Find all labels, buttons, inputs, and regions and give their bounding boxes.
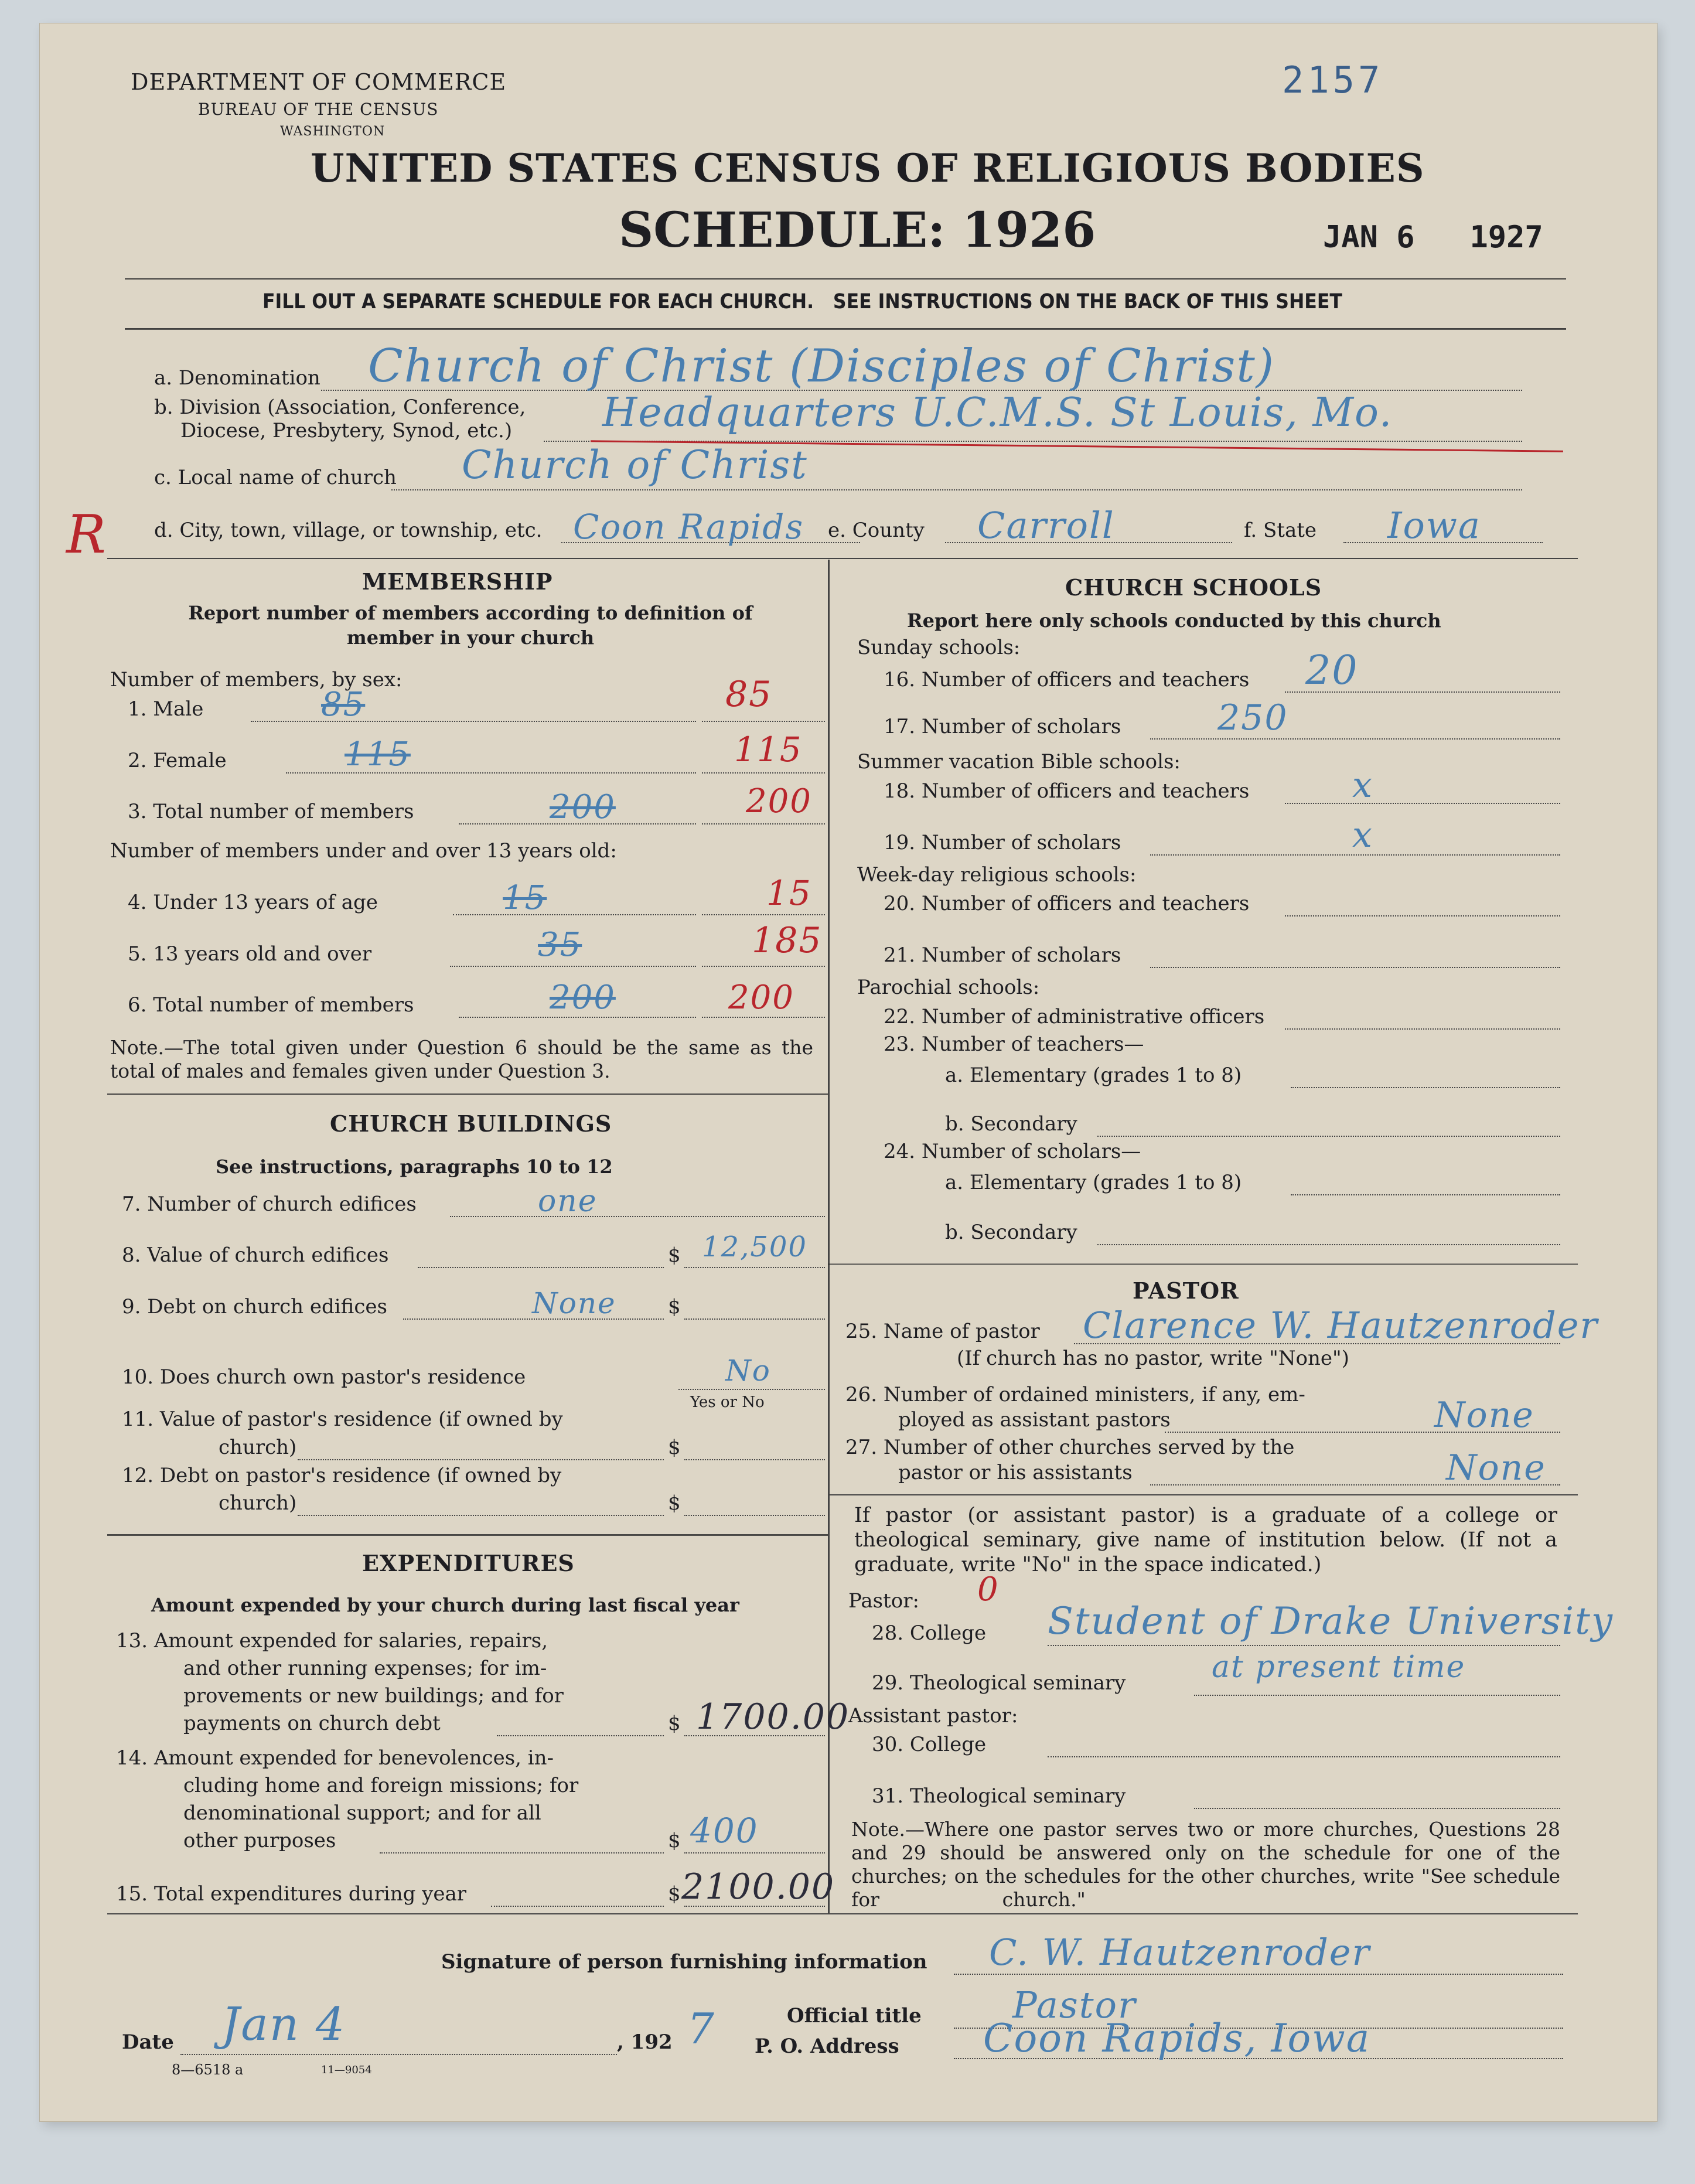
q6-total-label: 6. Total number of members [128,993,414,1017]
pastor-note: Note.—Where one pastor serves two or more churches, Questions 28 and 29 should be answered only on the schedule for one of the churches; on the schedules for the other churches, write "See schedule for church." [851,1818,1567,1911]
q28-college-value[interactable]: Student of Drake University [1048,1600,1614,1643]
q23b-line [1097,1136,1560,1137]
q10-residence-label: 10. Does church own pastor's residence [122,1365,526,1389]
city-label: WASHINGTON [280,124,386,139]
pastor-section-title: PASTOR [1133,1277,1239,1304]
header-divider-top [125,278,1566,280]
q26-assistant-ministers-label: 26. Number of ordained ministers, if any, em- [845,1383,1305,1406]
q8-dollar-sign: $ [668,1243,681,1267]
q3-total-struck-value: 200 [550,788,616,826]
q24b-secondary-label: b. Secondary [945,1221,1077,1244]
buildings-bottom-rule [107,1534,828,1536]
state-value[interactable]: Iowa [1387,504,1481,547]
expenditures-subtitle: Amount expended by your church during last fiscal year [151,1594,739,1616]
q7-edifices-label: 7. Number of church edifices [122,1192,417,1216]
q13-amount-value[interactable]: 1700.00 [696,1696,850,1737]
q27-other-churches-label-cont: pastor or his assistants [898,1461,1133,1484]
denomination-value[interactable]: Church of Christ (Disciples of Christ) [368,340,1275,393]
q10-residence-value[interactable]: No [725,1354,771,1388]
q15-total-label: 15. Total expenditures during year [116,1882,467,1906]
year-prefix: , 192 [617,2030,673,2054]
q14-line-a [380,1852,664,1853]
q11-dollar-sign: $ [668,1436,681,1459]
department-label: DEPARTMENT OF COMMERCE [131,69,507,95]
q25-pastor-name-value[interactable]: Clarence W. Hautzenroder [1083,1304,1599,1347]
signature-label: Signature of person furnishing information [441,1950,927,1974]
q26-assistant-ministers-value[interactable]: None [1434,1395,1534,1436]
schools-bottom-rule [828,1263,1578,1265]
q21-weekday-scholars-label: 21. Number of scholars [884,943,1121,967]
members-by-age-label: Number of members under and over 13 years old: [110,839,617,863]
q13-label-line-2: and other running expenses; for im- [183,1657,547,1680]
local-name-field-line [391,489,1522,490]
sunday-schools-label: Sunday schools: [857,636,1021,659]
form-code: 8—6518 a [172,2062,244,2078]
q22-line [1285,1028,1560,1030]
q6-total-value[interactable]: 200 [728,979,794,1017]
q21-line [1150,967,1560,968]
q5-13-and-over-label: 5. 13 years old and over [128,942,372,966]
pastor-subheading: Pastor: [848,1589,919,1613]
q9-debt-value[interactable]: None [532,1286,616,1320]
city-label: d. City, town, village, or township, etc. [154,519,543,542]
q6-total-line-a [459,1017,696,1018]
bureau-label: BUREAU OF THE CENSUS [198,100,439,119]
q9-debt-line-b [684,1318,825,1320]
county-value[interactable]: Carroll [977,504,1115,547]
q19-summer-scholars-label: 19. Number of scholars [884,831,1121,854]
q18-summer-officers-value[interactable]: x [1352,765,1373,806]
page-title: UNITED STATES CENSUS OF RELIGIOUS BODIES [311,145,1425,191]
signature-line [954,1974,1563,1975]
q1-male-line-a [251,721,696,722]
received-date-stamp: JAN 6 1927 [1323,220,1543,255]
year-value[interactable]: 7 [687,2004,715,2053]
q14-line-b [684,1852,825,1853]
q5-13-and-over-value[interactable]: 185 [752,920,823,961]
form-bottom-rule [107,1913,1578,1914]
q4-under-13-line-b [702,914,825,915]
division-label: b. Division (Association, Conference, [154,396,526,419]
q24a-line [1291,1194,1560,1195]
q8-value-amount[interactable]: 12,500 [702,1231,807,1263]
q29-seminary-label: 29. Theological seminary [872,1671,1126,1695]
print-code: 11—9054 [321,2064,372,2076]
buildings-subtitle: See instructions, paragraphs 10 to 12 [216,1156,613,1178]
q15-total-value[interactable]: 2100.00 [681,1866,835,1907]
q20-line [1285,915,1560,916]
po-address-value[interactable]: Coon Rapids, Iowa [983,2016,1371,2061]
schools-section-title: CHURCH SCHOOLS [1065,574,1322,601]
q25-none-hint: (If church has no pastor, write "None") [957,1347,1349,1370]
q6-total-struck-value: 200 [550,979,616,1017]
membership-subtitle: Report number of members according to definition of member in your church [188,602,753,649]
q28-college-label: 28. College [872,1621,987,1645]
q6-total-line-b [702,1017,825,1018]
q13-label-line-1: 13. Amount expended for salaries, repairs, [116,1629,548,1653]
division-value[interactable]: Headquarters U.C.M.S. St Louis, Mo. [602,390,1393,436]
q9-dollar-sign: $ [668,1295,681,1318]
local-name-value[interactable]: Church of Christ [462,442,808,488]
yes-or-no-hint: Yes or No [690,1393,765,1411]
q5-13-and-over-struck-value: 35 [538,926,582,964]
q24b-line [1097,1244,1560,1245]
census-schedule-sheet [40,23,1657,2121]
official-title-value[interactable]: Pastor [1012,1984,1137,2026]
q24-scholars-label: 24. Number of scholars— [884,1140,1141,1163]
q12-residence-debt-label-cont: church) [219,1491,297,1515]
division-label-cont: Diocese, Presbytery, Synod, etc.) [180,419,513,442]
q8-value-line-a [418,1267,664,1268]
q12-dollar-sign: $ [668,1491,681,1515]
q13-line-a [497,1735,664,1736]
membership-section-title: MEMBERSHIP [362,568,553,595]
membership-bottom-rule [107,1093,828,1095]
q29-seminary-value[interactable]: at present time [1212,1650,1466,1685]
q27-other-churches-label: 27. Number of other churches served by the [845,1436,1295,1459]
denomination-label: a. Denomination [154,366,320,390]
q8-value-line-b [684,1267,825,1268]
parochial-schools-label: Parochial schools: [857,976,1040,999]
q29-line [1194,1695,1560,1696]
q2-female-value[interactable]: 115 [734,730,803,769]
q12-residence-debt-label: 12. Debt on pastor's residence (if owned by [122,1464,562,1487]
q25-pastor-name-label: 25. Name of pastor [845,1320,1040,1343]
q17-sunday-scholars-label: 17. Number of scholars [884,715,1121,738]
q12-line-b [684,1515,825,1516]
q7-edifices-value[interactable]: one [538,1184,598,1219]
schedule-year: SCHEDULE: 1926 [619,202,1096,258]
q4-under-13-line-a [453,914,696,915]
pastor-mid-rule [828,1494,1578,1495]
schools-subtitle: Report here only schools conducted by this church [907,609,1441,632]
q15-line-a [491,1906,664,1907]
q1-male-struck-value: 85 [321,686,366,724]
q18-summer-officers-label: 18. Number of officers and teachers [884,779,1250,803]
q8-value-label: 8. Value of church edifices [122,1243,389,1267]
q27-other-churches-value[interactable]: None [1446,1447,1546,1488]
date-label: Date [122,2030,174,2054]
summer-schools-label: Summer vacation Bible schools: [857,750,1181,774]
buildings-section-title: CHURCH BUILDINGS [330,1110,612,1137]
q11-residence-value-label: 11. Value of pastor's residence (if owned by [122,1408,563,1431]
q14-dollar-sign: $ [668,1829,681,1852]
q10-residence-line [678,1389,825,1390]
q16-sunday-officers-value[interactable]: 20 [1305,648,1359,694]
q17-sunday-scholars-value[interactable]: 250 [1217,697,1288,738]
q24a-elementary-label: a. Elementary (grades 1 to 8) [945,1171,1242,1194]
q7-edifices-line [450,1216,825,1217]
q23b-secondary-label: b. Secondary [945,1112,1077,1136]
q26-assistant-ministers-label-cont: ployed as assistant pastors [898,1408,1171,1432]
q23a-elementary-label: a. Elementary (grades 1 to 8) [945,1064,1242,1087]
q17-line [1150,738,1560,740]
pastor-red-mark: 0 [977,1570,998,1609]
city-value[interactable]: Coon Rapids [573,507,804,547]
q15-dollar-sign: $ [668,1882,681,1906]
q1-male-line-b [702,721,825,722]
q19-summer-scholars-value[interactable]: x [1352,815,1373,856]
q20-weekday-officers-label: 20. Number of officers and teachers [884,892,1250,915]
fill-out-instruction: FILL OUT A SEPARATE SCHEDULE FOR EACH CHURCH. SEE INSTRUCTIONS ON THE BACK OF THIS SHEET [262,290,1342,314]
q28-line [1048,1645,1560,1646]
q13-dollar-sign: $ [668,1712,681,1735]
q14-label-line-4: other purposes [183,1829,336,1852]
date-line [180,2054,617,2055]
q1-male-label: 1. Male [128,697,204,721]
q5-13-and-over-line-a [450,966,696,967]
date-value[interactable]: Jan 4 [221,1998,346,2051]
q22-admin-officers-label: 22. Number of administrative officers [884,1005,1265,1028]
q2-female-label: 2. Female [128,749,227,772]
q14-label-line-2: cluding home and foreign missions; for [183,1774,579,1797]
identity-bottom-rule [107,558,1578,559]
q14-label-line-3: denominational support; and for all [183,1801,541,1825]
assistant-pastor-subheading: Assistant pastor: [848,1704,1018,1728]
expenditures-section-title: EXPENDITURES [362,1550,575,1576]
q11-line-b [684,1459,825,1460]
margin-mark-r: R [66,504,106,565]
q31-line [1194,1808,1560,1809]
q2-female-line-b [702,772,825,774]
local-name-label: c. Local name of church [154,466,397,489]
q31-seminary-label: 31. Theological seminary [872,1784,1126,1808]
members-by-sex-label: Number of members, by sex: [110,668,403,691]
q13-label-line-4: payments on church debt [183,1712,441,1735]
q4-under-13-label: 4. Under 13 years of age [128,891,378,914]
q18-line [1285,803,1560,804]
county-label: e. County [828,519,925,542]
graduate-instruction: If pastor (or assistant pastor) is a graduate of a college or theological seminary, give name of institution below. (If not a graduate, write "No" in the space indicated.) [854,1504,1557,1576]
q12-line-a [298,1515,664,1516]
weekday-schools-label: Week-day religious schools: [857,863,1137,887]
q3-total-value[interactable]: 200 [746,782,812,820]
q2-female-struck-value: 115 [345,735,411,774]
q4-under-13-value[interactable]: 15 [766,873,812,913]
q3-total-label: 3. Total number of members [128,800,414,823]
q14-label-line-1: 14. Amount expended for benevolences, in- [116,1746,554,1770]
q14-amount-value[interactable]: 400 [690,1811,759,1851]
q23a-line [1291,1087,1560,1088]
official-title-label: Official title [787,2004,922,2028]
q5-13-and-over-line-b [702,966,825,967]
q3-total-line-b [702,823,825,824]
po-address-label: P. O. Address [755,2035,899,2058]
membership-note: Note.—The total given under Question 6 should be the same as the total of males and females given under Question 3. [110,1036,813,1082]
header-divider-bottom [125,328,1566,330]
signature-value[interactable]: C. W. Hautzenroder [989,1931,1371,1974]
q30-line [1048,1756,1560,1757]
q4-under-13-struck-value: 15 [503,879,547,917]
q23-teachers-label: 23. Number of teachers— [884,1033,1144,1056]
q11-residence-value-label-cont: church) [219,1436,297,1459]
q11-line-a [298,1459,664,1460]
q9-debt-label: 9. Debt on church edifices [122,1295,387,1318]
q1-male-value[interactable]: 85 [725,674,773,715]
state-label: f. State [1244,519,1317,542]
q13-label-line-3: provements or new buildings; and for [183,1684,564,1708]
q30-college-label: 30. College [872,1733,987,1756]
q16-sunday-officers-label: 16. Number of officers and teachers [884,668,1250,691]
form-serial-number: 2157 [1282,59,1384,101]
